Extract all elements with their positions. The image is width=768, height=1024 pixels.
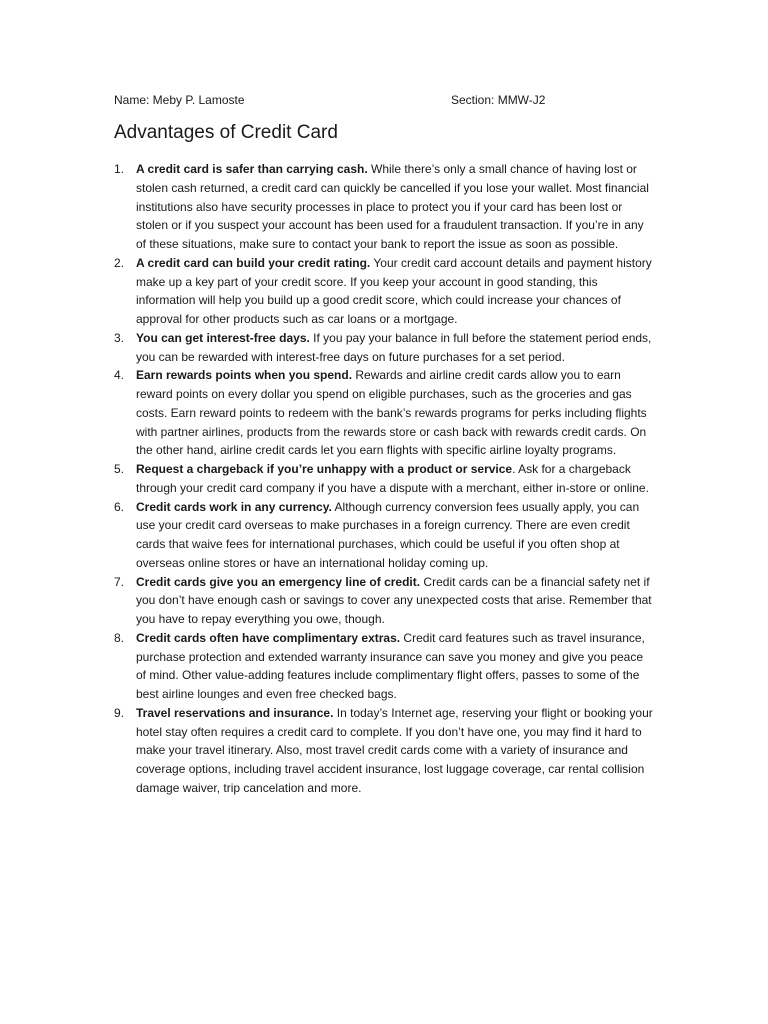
advantages-list xyxy=(114,160,654,798)
item-number: 3. xyxy=(114,330,125,345)
item-lead: A credit card can build your credit rating. xyxy=(136,255,371,270)
item-lead: Credit cards often have complimentary extras. xyxy=(136,630,401,645)
item-number: 8. xyxy=(114,630,125,645)
list-item xyxy=(114,498,654,573)
document-title: Advantages of Credit Card xyxy=(114,122,338,143)
list-item xyxy=(114,329,654,367)
item-number: 4. xyxy=(114,368,125,383)
item-lead: Travel reservations and insurance. xyxy=(136,705,334,720)
item-lead: Request a chargeback if you’re unhappy with a product or service xyxy=(136,462,513,476)
item-text: Rewards and airline credit cards allow you to earn reward points on every dollar you spend on eligible purchases, such as the groceries and gas costs. Earn reward points to redeem with the bank’s rewards programs for perks including flights with partner airlines, products from the rewards store or cash back with rewards credit cards. On the other hand, airline credit cards let you earn flights with specific airline loyalty programs. xyxy=(136,368,647,458)
item-lead: Earn rewards points when you spend. xyxy=(136,368,353,383)
item-lead: Credit cards work in any currency. xyxy=(136,499,332,514)
student-section: Section: MMW-J2 xyxy=(451,93,546,107)
item-text: Your credit card account details and payment history make up a key part of your credit score. If you keep your account in good standing, this information will help you build up a good credit score, which could increase your chances of approval for other products such as car loans or a mortgage. xyxy=(136,255,652,326)
item-number: 6. xyxy=(114,499,125,514)
item-lead: Credit cards give you an emergency line of credit. xyxy=(136,574,421,589)
list-item xyxy=(114,704,654,798)
list-item xyxy=(114,254,654,329)
item-lead: A credit card is safer than carrying cash. xyxy=(136,162,368,176)
list-item xyxy=(114,460,654,498)
document-header xyxy=(114,93,674,111)
item-text: Credit card features such as travel insurance, purchase protection and extended warranty insurance can save you money and give you peace of mind. Other value-adding features include complimentary flight offers, passes to some of the best airline lounges and even free checked bags. xyxy=(136,630,645,701)
list-item xyxy=(114,573,654,629)
item-number: 2. xyxy=(114,255,125,270)
list-item xyxy=(114,160,654,254)
item-text: In today’s Internet age, reserving your flight or booking your hotel stay often requires a credit card to complete. If you don’t have one, you may find it hard to make your travel itinerary. Also, most travel credit cards come with a variety of insurance and coverage options, including travel accident insurance, lost luggage coverage, car rental collision damage waiver, trip cancelation and more. xyxy=(136,705,653,795)
item-text: While there’s only a small chance of having lost or stolen cash returned, a credit card can quickly be cancelled if you lose your wallet. Most financial institutions also have security processes in place to protect you if your card has been lost or stolen or if you suspect your account has been used for a fraudulent transaction. If you’re in any of these situations, make sure to contact your bank to report the issue as soon as possible. xyxy=(136,162,649,251)
item-text: Credit cards can be a financial safety net if you don’t have enough cash or savings to cover any unexpected costs that arise. Remember that you have to repay everything you owe, though. xyxy=(136,574,652,626)
item-number: 7. xyxy=(114,574,125,589)
list-item xyxy=(114,629,654,704)
list-item xyxy=(114,366,654,460)
item-text: If you pay your balance in full before the statement period ends, you can be rewarded with interest-free days on future purchases for a set period. xyxy=(136,330,652,364)
student-name: Name: Meby P. Lamoste xyxy=(114,93,245,107)
item-number: 1. xyxy=(114,162,125,176)
item-lead: You can get interest-free days. xyxy=(136,330,310,345)
item-number: 9. xyxy=(114,705,125,720)
item-text: Although currency conversion fees usually apply, you can use your credit card overseas to make purchases in a foreign currency. There are even credit cards that waive fees for international purchases, which could be useful if you often shop at overseas online stores or have an international holiday coming up. xyxy=(136,499,640,570)
item-text: . Ask for a chargeback through your credit card company if you have a dispute with a merchant, either in-store or online. xyxy=(136,462,649,495)
item-number: 5. xyxy=(114,462,125,476)
